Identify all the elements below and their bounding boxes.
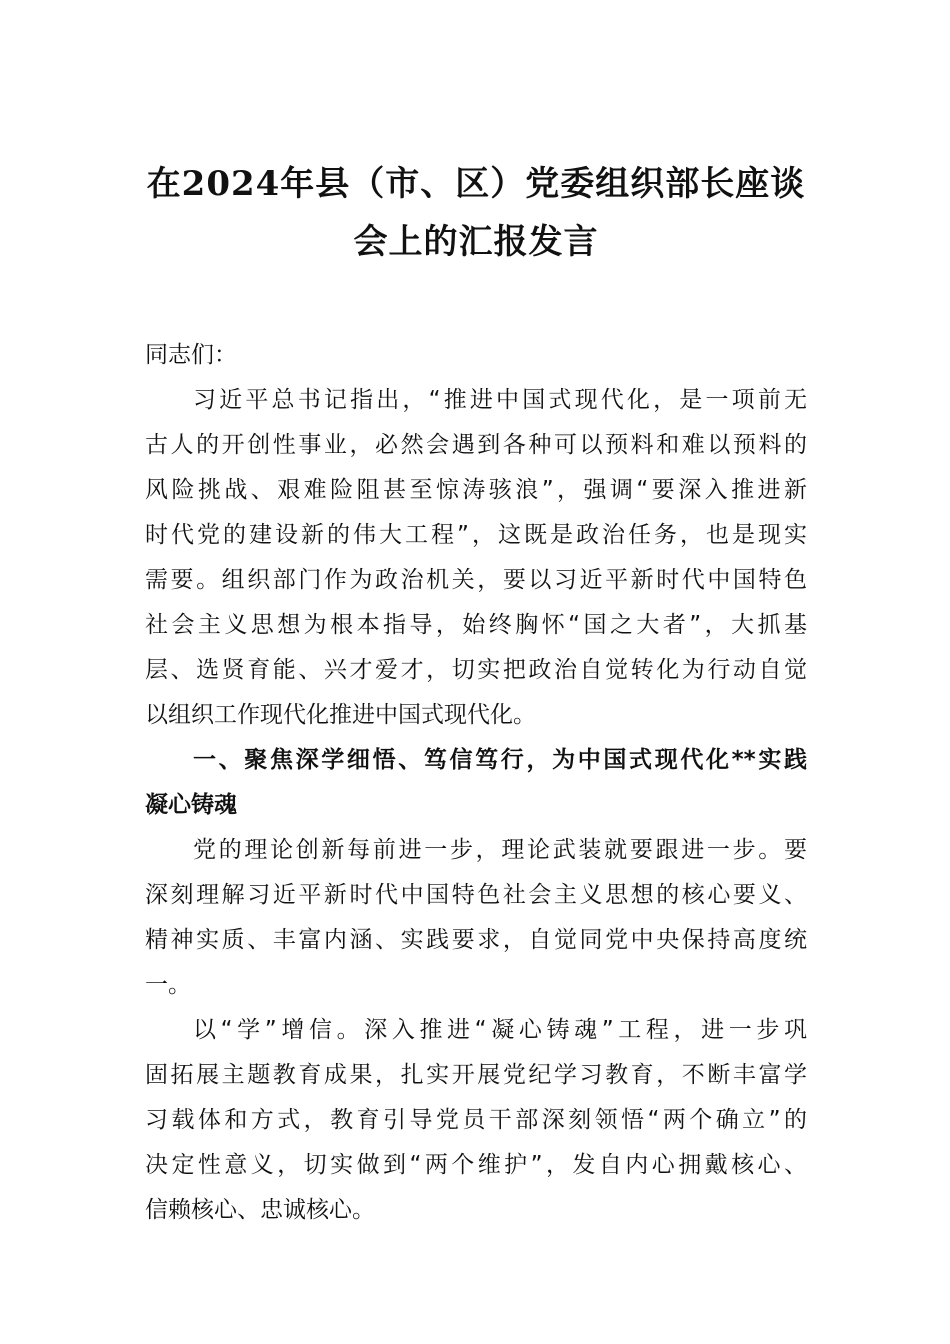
paragraph-theory (145, 828, 807, 1008)
title-line-2: 会上的汇报发言 (353, 222, 599, 262)
text-line: 固拓展主题教育成果，扎实开展党纪学习教育，不断丰富学 (145, 1062, 807, 1088)
paragraph-learning (145, 1008, 807, 1233)
text-line: 信赖核心、忠诚核心。 (145, 1197, 375, 1223)
document-title (145, 155, 807, 271)
text-line: 决定性意义，切实做到“两个维护”，发自内心拥戴核心、 (145, 1152, 807, 1178)
text-line: 古人的开创性事业，必然会遇到各种可以预料和难以预料的 (145, 432, 807, 458)
text-line: 层、选贤育能、兴才爱才，切实把政治自觉转化为行动自觉 (145, 657, 807, 683)
text-line: 风险挑战、艰难险阻甚至惊涛骇浪”，强调“要深入推进新 (145, 477, 807, 503)
salutation: 同志们： (145, 342, 237, 368)
text-line: 时代党的建设新的伟大工程”，这既是政治任务，也是现实 (145, 522, 807, 548)
text-line: 精神实质、丰富内涵、实践要求，自觉同党中央保持高度统 (145, 927, 807, 953)
text-line: 以组织工作现代化推进中国式现代化。 (145, 702, 536, 728)
paragraph-intro (145, 378, 807, 738)
title-line-1: 在2024年县（市、区）党委组织部长座谈 (146, 164, 806, 204)
text-line: 社会主义思想为根本指导，始终胸怀“国之大者”，大抓基 (145, 612, 807, 638)
document-body (145, 333, 807, 1233)
text-line: 深刻理解习近平新时代中国特色社会主义思想的核心要义、 (145, 882, 807, 908)
text-line: 习近平总书记指出，“推进中国式现代化，是一项前无 (193, 387, 807, 413)
text-line: 一。 (145, 972, 191, 998)
text-line: 习载体和方式，教育引导党员干部深刻领悟“两个确立”的 (145, 1107, 807, 1133)
text-line: 需要。组织部门作为政治机关，要以习近平新时代中国特色 (145, 567, 807, 593)
section-heading (145, 738, 807, 828)
heading-line: 凝心铸魂 (145, 792, 237, 818)
text-line: 以“学”增信。深入推进“凝心铸魂”工程，进一步巩 (193, 1017, 807, 1043)
heading-line: 一、聚焦深学细悟、笃信笃行，为中国式现代化**实践 (193, 747, 807, 773)
text-line: 党的理论创新每前进一步，理论武装就要跟进一步。要 (193, 837, 807, 863)
